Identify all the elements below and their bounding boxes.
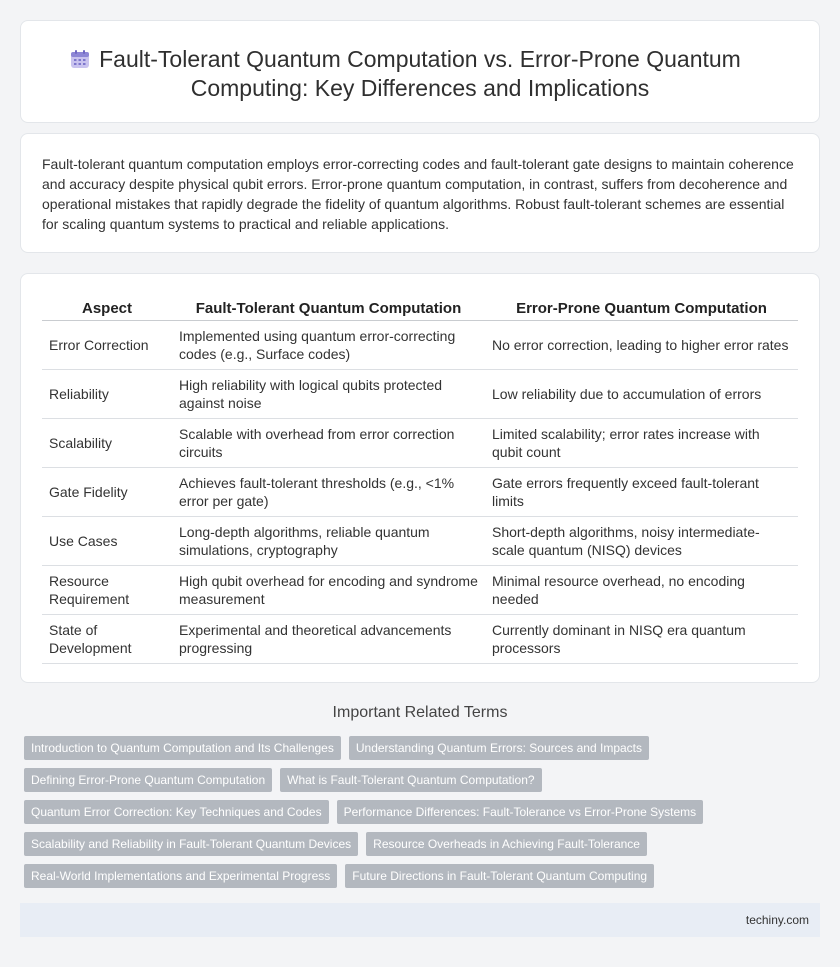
table-header-row [42,294,798,320]
title-card [20,20,820,123]
related-term-link[interactable]: Introduction to Quantum Computation and Its Challenges [24,736,341,760]
comparison-card [20,273,820,683]
aspect-cell: Scalability [42,418,172,467]
fault-tolerant-cell: Achieves fault-tolerant thresholds (e.g., <1% error per gate) [172,467,485,516]
related-term-link[interactable]: Scalability and Reliability in Fault-Tolerant Quantum Devices [24,832,358,856]
header-error-prone: Error-Prone Quantum Computation [485,294,798,320]
table-row [42,614,798,663]
related-term-link[interactable]: Performance Differences: Fault-Tolerance vs Error-Prone Systems [337,800,704,824]
related-terms-list [20,736,810,896]
header-fault-tolerant: Fault-Tolerant Quantum Computation [172,294,485,320]
intro-card [20,133,820,253]
fault-tolerant-cell: Implemented using quantum error-correcting codes (e.g., Surface codes) [172,320,485,369]
error-prone-cell: Low reliability due to accumulation of errors [485,369,798,418]
fault-tolerant-cell: Experimental and theoretical advancements progressing [172,614,485,663]
fault-tolerant-cell: High qubit overhead for encoding and syndrome measurement [172,565,485,614]
page-title: Fault-Tolerant Quantum Computation vs. Error-Prone Quantum Computing: Key Differences and Implications [99,46,741,101]
aspect-cell: State of Development [42,614,172,663]
related-terms-heading: Important Related Terms [332,704,508,721]
related-term-link[interactable]: Future Directions in Fault-Tolerant Quantum Computing [345,864,654,888]
table-row [42,418,798,467]
comparison-table [42,294,798,664]
footer-site-name[interactable]: techiny.com [745,913,809,927]
table-row [42,516,798,565]
footer [20,903,820,937]
table-row [42,467,798,516]
related-term-link[interactable]: What is Fault-Tolerant Quantum Computation? [280,768,541,792]
table-row [42,369,798,418]
related-term-link[interactable]: Defining Error-Prone Quantum Computation [24,768,272,792]
header-aspect: Aspect [42,294,172,320]
related-term-link[interactable]: Understanding Quantum Errors: Sources and Impacts [349,736,649,760]
error-prone-cell: Short-depth algorithms, noisy intermediate-scale quantum (NISQ) devices [485,516,798,565]
error-prone-cell: Currently dominant in NISQ era quantum processors [485,614,798,663]
aspect-cell: Reliability [42,369,172,418]
error-prone-cell: Gate errors frequently exceed fault-tolerant limits [485,467,798,516]
error-prone-cell: No error correction, leading to higher error rates [485,320,798,369]
aspect-cell: Resource Requirement [42,565,172,614]
related-term-link[interactable]: Resource Overheads in Achieving Fault-Tolerance [366,832,647,856]
aspect-cell: Error Correction [42,320,172,369]
table-row [42,320,798,369]
aspect-cell: Use Cases [42,516,172,565]
error-prone-cell: Limited scalability; error rates increase with qubit count [485,418,798,467]
intro-paragraph: Fault-tolerant quantum computation employs error-correcting codes and fault-tolerant gate designs to maintain coherence and accuracy despite physical qubit errors. Error-prone quantum computation, in contrast, suffers from decoherence and operational mistakes that rapidly degrade the fidelity of quantum algorithms. Robust fault-tolerant schemes are essential for scaling quantum systems to practical and reliable applications. [42,156,794,232]
fault-tolerant-cell: High reliability with logical qubits protected against noise [172,369,485,418]
fault-tolerant-cell: Long-depth algorithms, reliable quantum simulations, cryptography [172,516,485,565]
fault-tolerant-cell: Scalable with overhead from error correction circuits [172,418,485,467]
table-row [42,565,798,614]
related-term-link[interactable]: Real-World Implementations and Experimental Progress [24,864,337,888]
aspect-cell: Gate Fidelity [42,467,172,516]
error-prone-cell: Minimal resource overhead, no encoding needed [485,565,798,614]
related-term-link[interactable]: Quantum Error Correction: Key Techniques and Codes [24,800,329,824]
